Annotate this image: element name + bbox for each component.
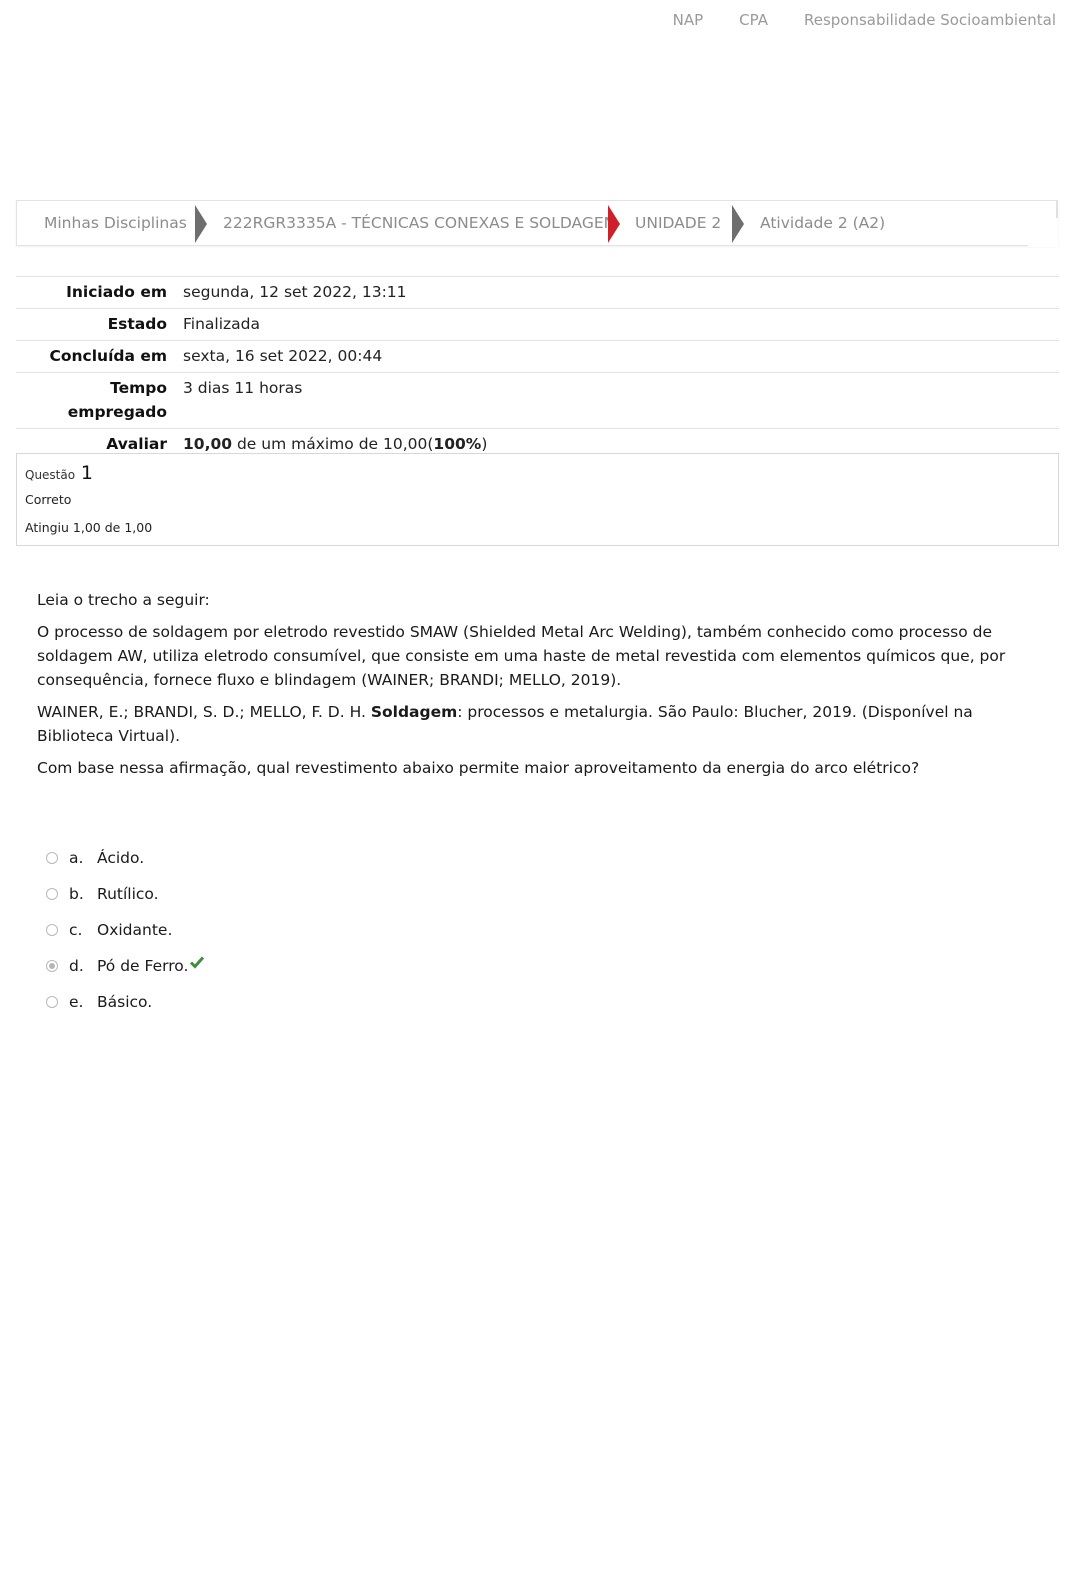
breadcrumb-item-unidade[interactable]: UNIDADE 2: [635, 214, 722, 232]
top-nav: [673, 11, 1056, 29]
radio-button-selected[interactable]: [46, 960, 58, 972]
radio-button[interactable]: [46, 852, 58, 864]
question-text: [37, 588, 1047, 788]
answer-text: Rutílico.: [97, 885, 159, 903]
question-prompt: Com base nessa afirmação, qual revestimento abaixo permite maior aproveitamento da energia do arco elétrico?: [37, 759, 920, 777]
radio-button[interactable]: [46, 888, 58, 900]
answer-letter: a.: [69, 849, 84, 867]
summary-row-completed: [16, 341, 1059, 373]
question-mark: Atingiu 1,00 de 1,00: [25, 520, 153, 535]
answer-option-c[interactable]: [46, 912, 204, 948]
answer-letter: d.: [69, 957, 84, 975]
breadcrumb-item-atividade[interactable]: Atividade 2 (A2): [760, 214, 886, 232]
answer-option-d[interactable]: [46, 948, 204, 984]
time-label-line-2: empregado: [67, 403, 167, 421]
answer-letter: c.: [69, 921, 83, 939]
time-label: [16, 373, 167, 429]
nav-link-responsabilidade[interactable]: Responsabilidade Socioambiental: [803, 11, 1056, 29]
answer-option-b[interactable]: [46, 876, 204, 912]
started-value: segunda, 12 set 2022, 13:11: [183, 283, 407, 301]
grade-end: ): [481, 435, 488, 453]
breadcrumb-edge: [1056, 200, 1058, 218]
grade-mid: de um máximo de 10,00(: [232, 435, 434, 453]
nav-link-cpa[interactable]: CPA: [739, 11, 768, 29]
nav-link-nap[interactable]: NAP: [672, 11, 704, 29]
completed-label: Concluída em: [49, 347, 167, 365]
answer-text: Ácido.: [97, 849, 145, 867]
answer-option-a[interactable]: [46, 840, 204, 876]
time-label-line-1: Tempo: [110, 379, 167, 397]
breadcrumb-separator-icon: [195, 205, 207, 243]
breadcrumb-end: [1028, 201, 1058, 247]
summary-row-state: [16, 309, 1059, 341]
reference-authors: WAINER, E.; BRANDI, S. D.; MELLO, F. D. H.: [37, 703, 371, 721]
grade-label: Avaliar: [106, 435, 167, 453]
checkmark-icon: [190, 955, 204, 969]
answer-option-e[interactable]: [46, 984, 204, 1020]
question-number: [25, 462, 93, 484]
answer-options: [46, 840, 204, 1020]
attempt-summary-table: [16, 276, 1059, 461]
summary-row-time: [16, 373, 1059, 429]
question-paragraph: O processo de soldagem por eletrodo revestido SMAW (Shielded Metal Arc Welding), também conhecido como processo de soldagem AW, utiliza eletrodo consumível, que consiste em uma haste de metal revestida com elementos químicos que, por consequência, fornece fluxo e blindagem (WAINER; BRANDI; MELLO, 2019).: [37, 623, 1006, 689]
completed-value: sexta, 16 set 2022, 00:44: [183, 347, 383, 365]
answer-text: Oxidante.: [97, 921, 173, 939]
grade-percent: 100%: [433, 435, 482, 453]
summary-row-started: [16, 277, 1059, 309]
state-value: Finalizada: [183, 315, 261, 333]
answer-letter: b.: [69, 885, 84, 903]
question-info-box: [16, 453, 1059, 546]
state-label: Estado: [107, 315, 167, 333]
time-value: 3 dias 11 horas: [183, 379, 303, 397]
breadcrumb-separator-icon: [608, 205, 620, 243]
question-intro: Leia o trecho a seguir:: [37, 591, 210, 609]
breadcrumb-item-course[interactable]: 222RGR3335A - TÉCNICAS CONEXAS E SOLDAGEM: [223, 214, 618, 232]
radio-button[interactable]: [46, 996, 58, 1008]
grade-score: 10,00: [183, 435, 233, 453]
breadcrumb-separator-icon: [732, 205, 744, 243]
answer-text: Pó de Ferro.: [97, 957, 189, 975]
started-label: Iniciado em: [66, 283, 167, 301]
question-label: Questão: [25, 468, 76, 482]
reference-details: : processos e metalurgia. São Paulo: Blucher, 2019. (Disponível na Biblioteca Virtual).: [37, 703, 973, 745]
radio-button[interactable]: [46, 924, 58, 936]
reference-title: Soldagem: [370, 703, 458, 721]
answer-letter: e.: [69, 993, 84, 1011]
breadcrumb-item-minhas-disciplinas[interactable]: Minhas Disciplinas: [44, 214, 187, 232]
breadcrumb: [16, 200, 1058, 246]
question-state: Correto: [25, 492, 72, 507]
answer-text: Básico.: [97, 993, 153, 1011]
question-number-value: 1: [80, 462, 94, 484]
question-reference: [37, 700, 1047, 748]
